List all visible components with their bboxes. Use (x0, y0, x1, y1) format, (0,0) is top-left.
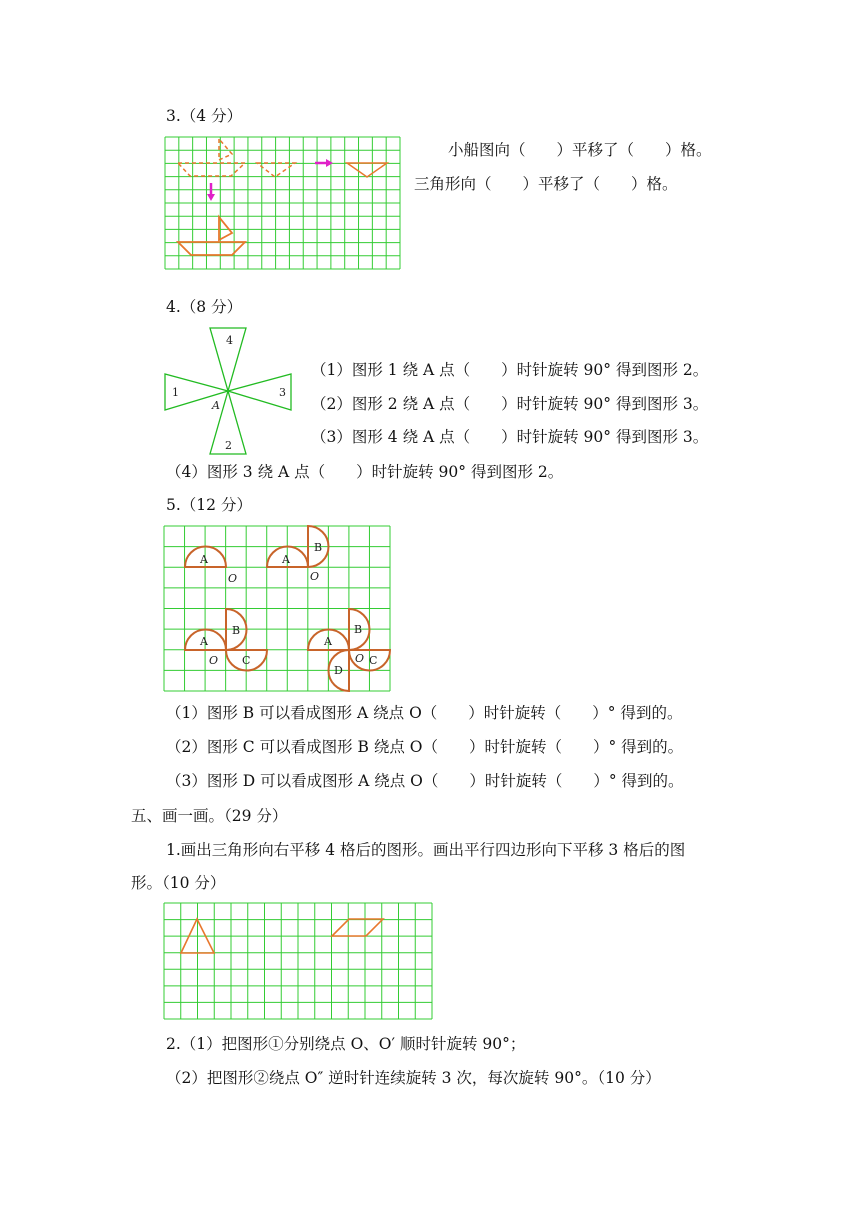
label-O4: O (355, 652, 365, 665)
right-arrow-icon (315, 159, 333, 167)
q5-grid-figure (164, 526, 392, 692)
section5-p2-line1: 2.（1）把图形①分别绕点 O、O′ 顺时针旋转 90°； (166, 1035, 526, 1053)
draw-grid-figure (164, 903, 434, 1021)
section-title: 五、画一画。（29 分） (131, 807, 288, 825)
label-1: 1 (172, 386, 179, 399)
section5-p1-line2: 形。（10 分） (131, 874, 226, 892)
q4-item-3: （3）图形 4 绕 A 点（ ）时针旋转 90° 得到图形 3。 (311, 428, 709, 446)
q3-header: 3.（4 分） (166, 107, 243, 125)
q5-item-1: （1）图形 B 可以看成图形 A 绕点 O（ ）时针旋转（ ）° 得到的。 (166, 704, 683, 722)
q4-item-4: （4）图形 3 绕 A 点（ ）时针旋转 90° 得到图形 2。 (166, 463, 564, 481)
label-2: 2 (225, 439, 232, 452)
label-A1: A (200, 553, 208, 566)
label-4: 4 (226, 334, 233, 347)
down-arrow-icon (207, 183, 215, 201)
q5-header: 5.（12 分） (166, 496, 252, 514)
label-3: 3 (279, 386, 286, 399)
dashed-boat (178, 139, 245, 176)
q3-line2: 三角形向（ ）平移了（ ）格。 (414, 175, 678, 193)
label-A2: A (282, 553, 290, 566)
q5-item-3: （3）图形 D 可以看成图形 A 绕点 O（ ）时针旋转（ ）° 得到的。 (166, 772, 684, 790)
label-A4: A (324, 635, 332, 648)
pinwheel-figure (164, 327, 294, 457)
label-O2: O (310, 570, 320, 583)
q4-header: 4.（8 分） (166, 298, 243, 316)
label-A: A (212, 399, 220, 412)
label-C3: C (242, 654, 251, 667)
label-O1: O (228, 572, 238, 585)
q4-item-1: （1）图形 1 绕 A 点（ ）时针旋转 90° 得到图形 2。 (311, 361, 709, 379)
label-D4: D (334, 664, 343, 677)
q4-item-2: （2）图形 2 绕 A 点（ ）时针旋转 90° 得到图形 3。 (311, 395, 709, 413)
label-B3: B (232, 624, 241, 637)
label-O3: O (209, 654, 219, 667)
q5-item-2: （2）图形 C 可以看成图形 B 绕点 O（ ）时针旋转（ ）° 得到的。 (166, 738, 684, 756)
label-B4: B (354, 623, 363, 636)
label-C4: C (369, 654, 378, 667)
boat (178, 217, 245, 255)
section5-p2-line2: （2）把图形②绕点 O″ 逆时针连续旋转 3 次，每次旋转 90°。（10 分） (166, 1069, 661, 1087)
section5-p1-line1: 1.画出三角形向右平移 4 格后的图形。画出平行四边形向下平移 3 格后的图 (166, 841, 686, 859)
parallelogram (332, 919, 383, 936)
label-A3: A (200, 635, 208, 648)
q3-line1: 小船图向（ ）平移了（ ）格。 (448, 141, 712, 159)
q3-grid-figure (165, 137, 401, 270)
label-B2: B (314, 541, 323, 554)
triangle (347, 163, 387, 177)
